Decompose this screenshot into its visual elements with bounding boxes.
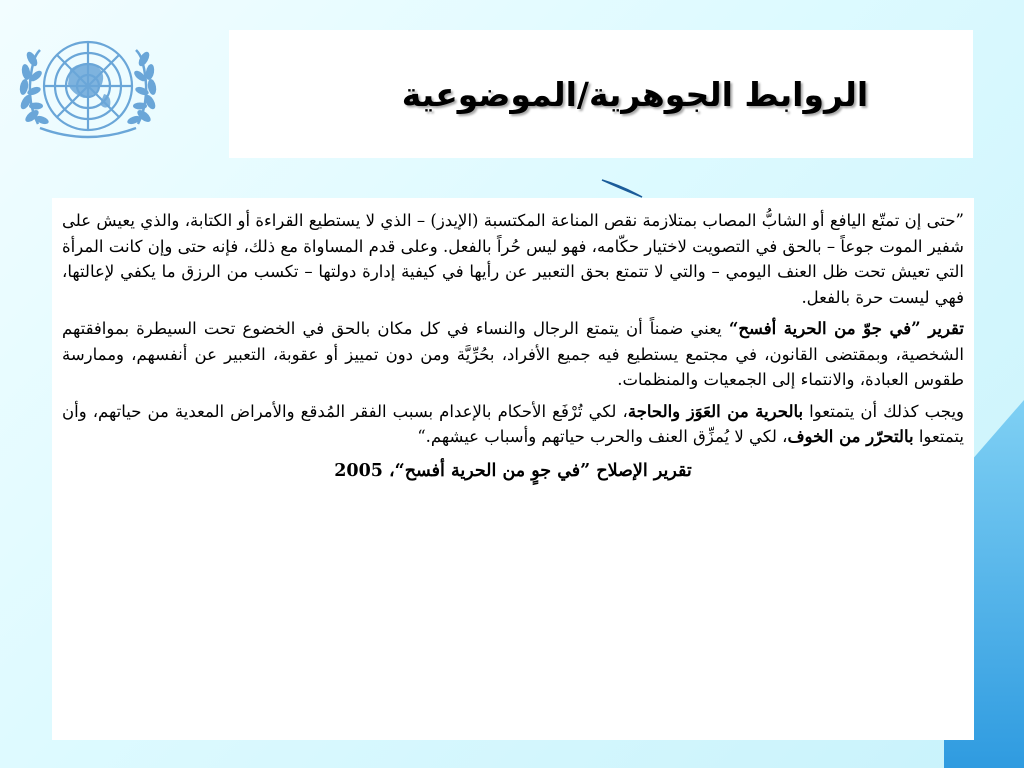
paragraph-3-text-2: ، لكي تُرْفَع الأحكام بالإعدام بسبب الفقر المُدقع والأمراض المعدية من حياتهم، وأن يتمتعوا (62, 401, 964, 446)
report-citation-year: 2005 (334, 460, 383, 481)
quote-paragraph-2 (62, 316, 964, 393)
freedom-from-fear-bold: بالتحرّر من الخوف (787, 427, 914, 446)
report-title-bold: تقرير ”في جوّ من الحرية أفسح“ (728, 319, 964, 338)
quote-paragraph-1: ”حتى إن تمتّع اليافع أو الشابُّ المصاب بمتلازمة نقص المناعة المكتسبة (الإيدز) – الذي لا يستطيع القراءة أو الكتابة، والذي يعيش على شفير الموت جوعاً – بالحق في التصويت لاختيار حكّامه، فهو ليس حُراً بالفعل. وعلى قدم المساواة مع ذلك، فإنه حتى وإن كانت المرأة التي تعيش تحت ظل العنف اليومي – والتي لا تتمتع بحق التعبير عن رأيها في كيفية إدارة دولتها – تكسب من الرزق ما يكفي لإعالتها، فهي ليست حرة بالفعل. (62, 211, 964, 307)
decorative-stroke-icon (600, 178, 644, 198)
report-citation-label: تقرير الإصلاح ”في جوٍ من الحرية أفسح“، (382, 460, 692, 481)
quote-paragraph-3 (62, 399, 964, 450)
paragraph-3-text-3: ، لكي لا يُمزِّق العنف والحرب حياتهم وأسباب عيشهم.“ (417, 427, 788, 446)
content-panel (52, 198, 974, 740)
slide-title: الروابط الجوهرية/الموضوعية (401, 74, 869, 114)
report-citation (62, 458, 964, 484)
un-emblem-icon (6, 24, 170, 152)
paragraph-2-text: يعني ضمناً أن يتمتع الرجال والنساء في كل مكان بالحق في الخضوع تحت السيطرة بموافقتهم الشخصية، وبمقتضى القانون، في مجتمع يستطيع فيه جميع الأفراد، بحُرِّيَّة ومن دون تمييز أو عقوبة، التعبير عن أنفسهم، وممارسة طقوس العبادة، والانتماء إلى الجمعيات والمنظمات. (62, 319, 964, 389)
freedom-from-want-bold: بالحرية من العَوَز والحاجة (627, 401, 804, 421)
title-panel (229, 30, 973, 158)
paragraph-3-text-1: ويجب كذلك أن يتمتعوا (803, 401, 965, 421)
